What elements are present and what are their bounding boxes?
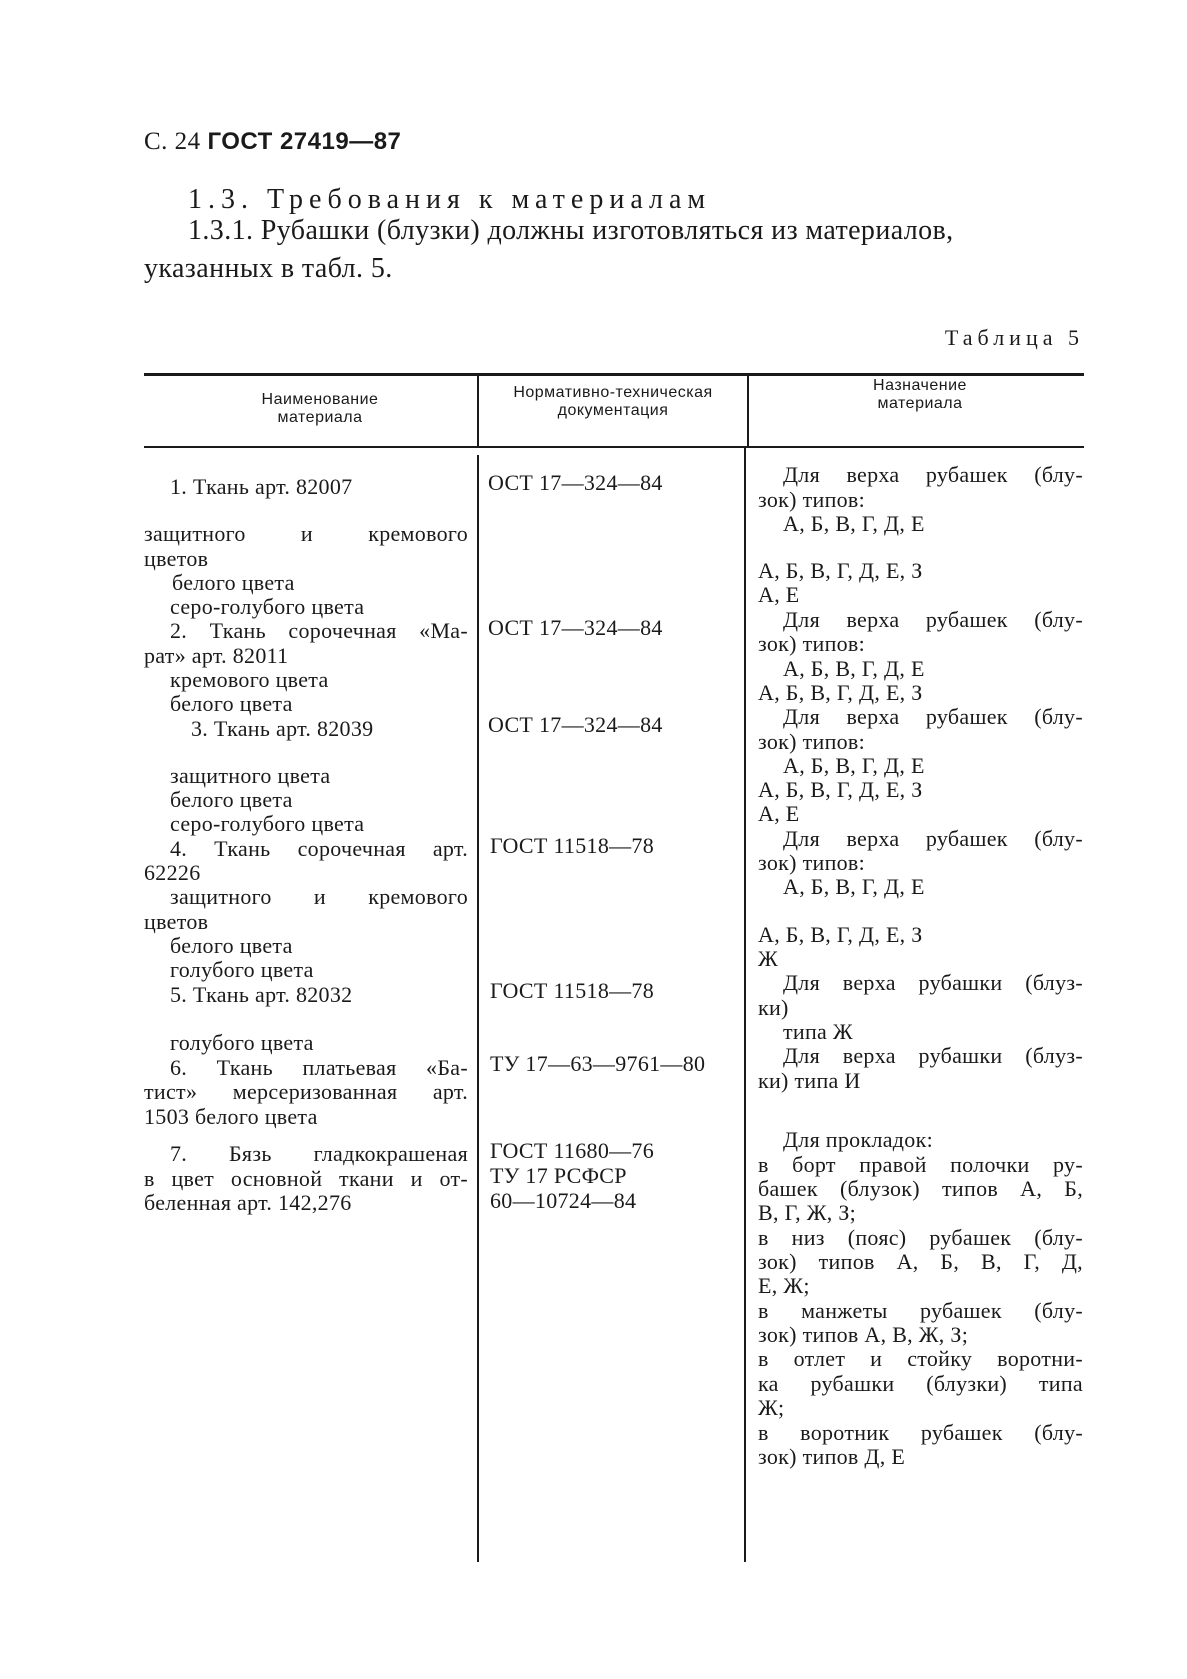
col3-line (758, 1249, 1083, 1275)
col2-line: ГОСТ 11518—78 (490, 833, 655, 858)
col3-line: зок) типов А, В, Ж, З; (758, 1322, 969, 1347)
col3-text: Для верха рубашек (блу- (783, 826, 1083, 851)
paragraph-line-1: 1.3.1. Рубашки (блузки) должны изготовляться из материалов, (188, 215, 954, 246)
col1-line: 62226 (144, 860, 201, 885)
col2-line: ГОСТ 11680—76 (490, 1138, 655, 1163)
col1-line: голубого цвета (170, 957, 314, 982)
table-header-rule (144, 446, 1084, 448)
header-name (200, 391, 440, 427)
col1-line (170, 884, 468, 910)
col1-line (144, 521, 468, 547)
col3-text: Для верха рубашек (блу- (783, 704, 1083, 729)
col1-line: 5. Ткань арт. 82032 (170, 982, 353, 1007)
col3-text: Для верха рубашек (блу- (783, 607, 1083, 632)
col3-line (783, 970, 1083, 996)
header-purpose-line-1: Назначение (873, 377, 967, 394)
col1-line (170, 836, 468, 862)
col3-line: А, Е (758, 582, 800, 607)
col1-line: 3. Ткань арт. 82039 (191, 716, 374, 741)
col3-line: А, Е (758, 801, 800, 826)
col1-line: серо-голубого цвета (170, 811, 365, 836)
column-divider-2 (747, 375, 749, 447)
col3-line: зок) типов Д, Е (758, 1444, 906, 1469)
header-name-line-2: материала (277, 409, 363, 426)
col3-line (783, 462, 1083, 488)
col3-line: А, Б, В, Г, Д, Е, З (758, 777, 923, 802)
standard-number: ГОСТ 27419—87 (207, 128, 402, 155)
col3-line: ки) типа И (758, 1068, 861, 1093)
col1-line: кремового цвета (170, 667, 329, 692)
col3-line: типа Ж (783, 1019, 853, 1044)
col1-line: защитного цвета (170, 763, 331, 788)
col1-text: 2. Ткань сорочечная «Ма- (170, 618, 468, 643)
col1-line: цветов (144, 909, 209, 934)
col1-line: белого цвета (170, 691, 293, 716)
col3-text: в манжеты рубашек (блу- (758, 1298, 1083, 1323)
col1-line: серо-голубого цвета (170, 594, 365, 619)
col3-text: в отлет и стойку воротни- (758, 1346, 1083, 1371)
col3-text: в борт правой полочки ру- (758, 1152, 1083, 1177)
col3-line (758, 1152, 1083, 1178)
col3-line (758, 1371, 1083, 1397)
col3-text: Для верха рубашки (блуз- (783, 970, 1083, 995)
col3-text: в низ (пояс) рубашек (блу- (758, 1225, 1083, 1250)
header-doc-line-2: документация (557, 402, 669, 419)
table-caption: Таблица 5 (944, 325, 1084, 350)
col3-line: А, Б, В, Г, Д, Е, З (758, 922, 923, 947)
col3-line: А, Б, В, Г, Д, Е (783, 753, 925, 778)
col3-line (783, 1043, 1083, 1069)
col1-line (170, 618, 468, 644)
column-divider-1-body (477, 455, 479, 1562)
col1-line: цветов (144, 546, 209, 571)
col2-line: 60—10724—84 (490, 1188, 637, 1213)
section-title: 1.3. Требования к материалам (188, 184, 712, 215)
col1-line: белого цвета (170, 933, 293, 958)
col1-text: в цвет основной ткани и от- (144, 1166, 468, 1191)
col1-text: 6. Ткань платьевая «Ба- (170, 1055, 468, 1080)
paragraph (144, 212, 1084, 288)
col3-line: А, Б, В, Г, Д, Е (783, 511, 925, 536)
col3-line (783, 704, 1083, 730)
col3-line (783, 826, 1083, 852)
header-doc-line-1: Нормативно-техническая (513, 384, 713, 401)
col1-line (144, 1166, 468, 1192)
header-name-line-1: Наименование (261, 391, 379, 408)
col1-line: 1503 белого цвета (144, 1104, 318, 1129)
col3-line: Для прокладок: (783, 1127, 934, 1152)
col1-text: тист» мерсеризованная арт. (144, 1079, 468, 1104)
column-divider-2-body (744, 448, 746, 1562)
col3-line: зок) типов: (758, 631, 866, 656)
col3-line: Е, Ж; (758, 1273, 810, 1298)
table-top-rule (144, 373, 1084, 376)
paragraph-line-2: указанных в табл. 5. (144, 253, 393, 284)
col2-line: ГОСТ 11518—78 (490, 978, 655, 1003)
col1-line: рат» арт. 82011 (144, 643, 289, 668)
col3-line: А, Б, В, Г, Д, Е (783, 874, 925, 899)
col3-line: Ж (758, 946, 779, 971)
header-purpose (800, 377, 1040, 413)
col3-text: зок) типов А, Б, В, Г, Д, (758, 1249, 1083, 1274)
col2-line: ОСТ 17—324—84 (488, 615, 663, 640)
col3-line: ки) (758, 995, 789, 1020)
col3-text: ка рубашки (блузки) типа (758, 1371, 1083, 1396)
col3-line (758, 1420, 1083, 1446)
column-divider-1 (477, 375, 479, 447)
col1-line: 1. Ткань арт. 82007 (170, 474, 353, 499)
col2-line: ОСТ 17—324—84 (488, 470, 663, 495)
col1-line: голубого цвета (170, 1030, 314, 1055)
col3-line: Ж; (758, 1395, 785, 1420)
col2-line: ТУ 17—63—9761—80 (490, 1051, 706, 1076)
header-doc (482, 384, 744, 420)
page-number: С. 24 (144, 128, 201, 155)
col3-line: А, Б, В, Г, Д, Е (783, 656, 925, 681)
col3-line: А, Б, В, Г, Д, Е, З (758, 680, 923, 705)
col3-line: А, Б, В, Г, Д, Е, З (758, 558, 923, 583)
col3-text: Для верха рубашки (блуз- (783, 1043, 1083, 1068)
col3-line: зок) типов: (758, 729, 866, 754)
col1-line: беленная арт. 142,276 (144, 1190, 352, 1215)
col2-line: ТУ 17 РСФСР (490, 1163, 627, 1188)
col1-line (170, 1055, 468, 1081)
col1-text: 7. Бязь гладкокрашеная (170, 1141, 468, 1166)
col1-line: белого цвета (170, 787, 293, 812)
col2-line: ОСТ 17—324—84 (488, 712, 663, 737)
col3-line: зок) типов: (758, 850, 866, 875)
col3-text: башек (блузок) типов А, Б, (758, 1176, 1083, 1201)
col1-text: 4. Ткань сорочечная арт. (170, 836, 468, 861)
col1-line: белого цвета (172, 570, 295, 595)
col3-line (783, 607, 1083, 633)
col1-line (170, 1141, 468, 1167)
col3-line (758, 1346, 1083, 1372)
col3-text: Для верха рубашек (блу- (783, 462, 1083, 487)
header-purpose-line-2: материала (877, 395, 963, 412)
col3-line (758, 1298, 1083, 1324)
col1-text: защитного и кремового (170, 884, 468, 909)
col3-line: В, Г, Ж, З; (758, 1200, 857, 1225)
col3-line (758, 1176, 1083, 1202)
col3-text: в воротник рубашек (блу- (758, 1420, 1083, 1445)
col3-line (758, 1225, 1083, 1251)
col3-line: зок) типов: (758, 487, 866, 512)
col1-line (144, 1079, 468, 1105)
col1-text: защитного и кремового (144, 521, 468, 546)
page-header (144, 128, 401, 156)
